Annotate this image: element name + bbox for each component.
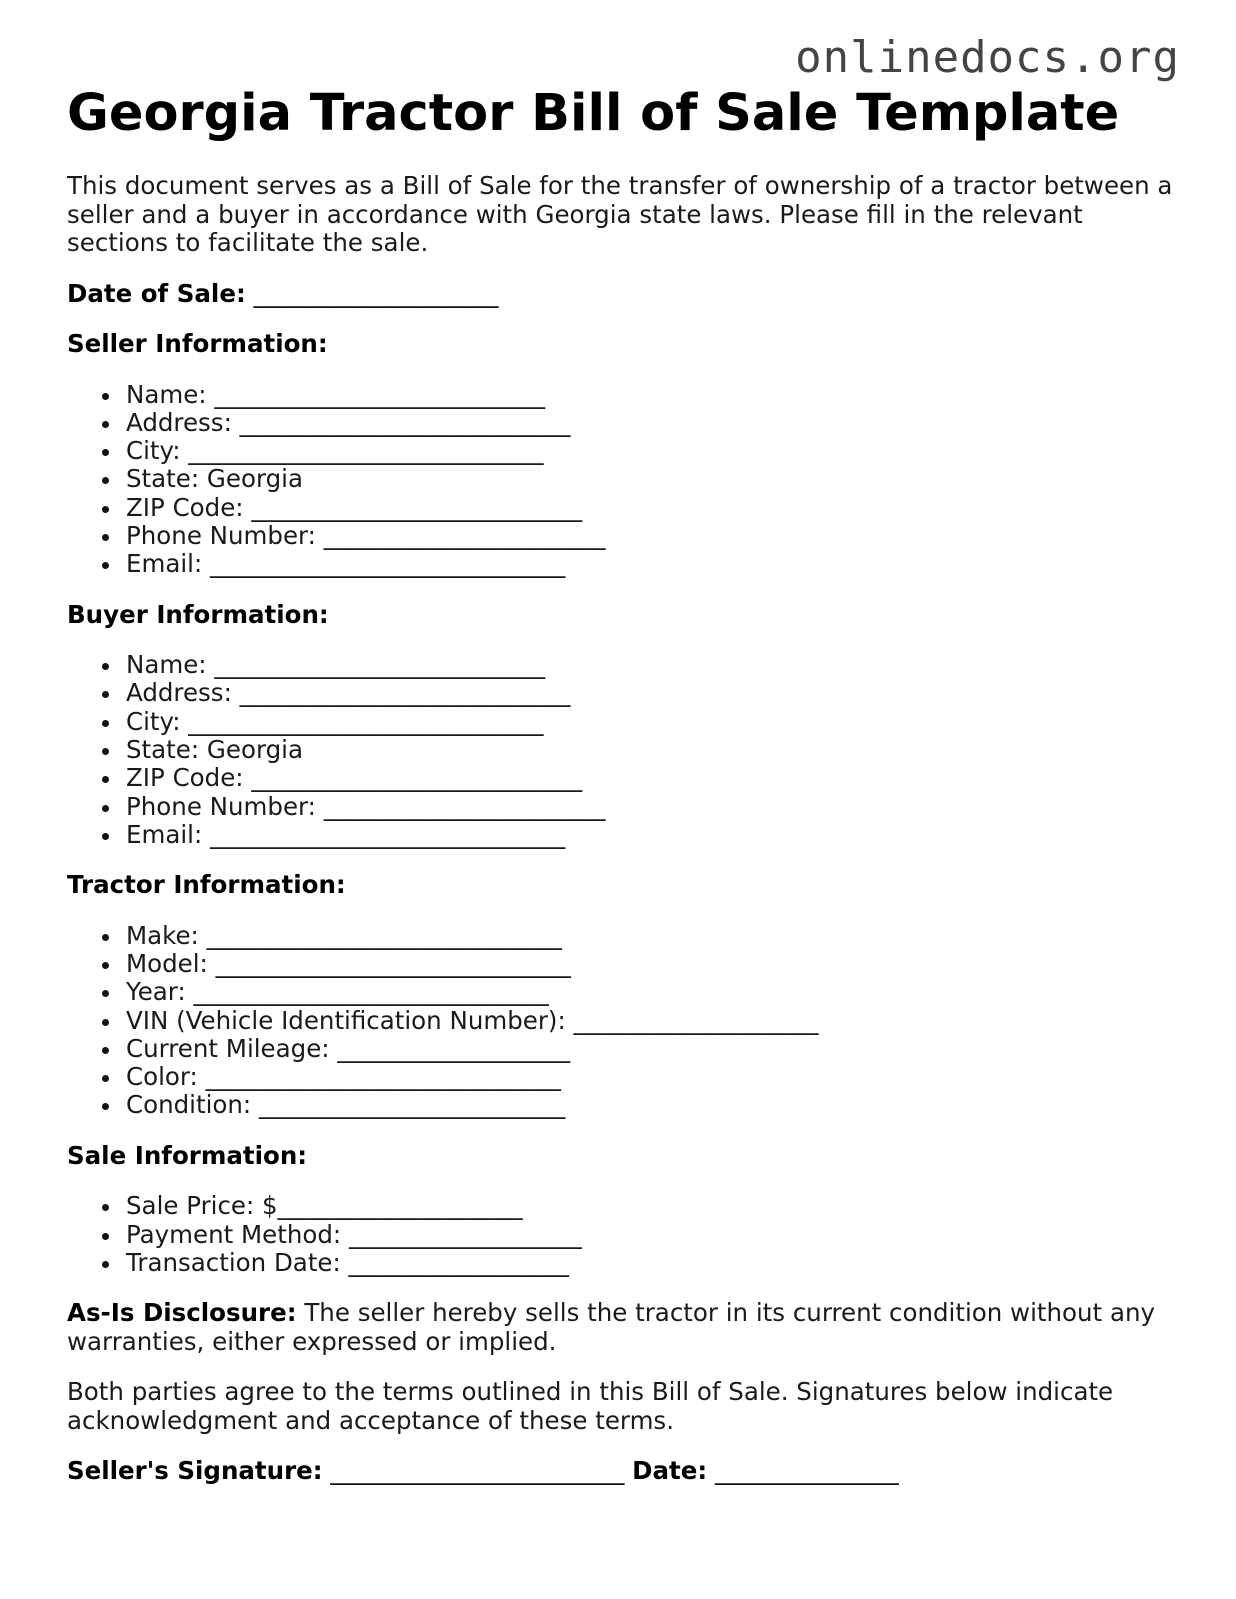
- buyer-name-field[interactable]: Name: ___________________________: [126, 651, 1177, 679]
- buyer-state-field: State: Georgia: [126, 736, 1177, 764]
- buyer-city-field[interactable]: City: _____________________________: [126, 708, 1177, 736]
- buyer-phone-field[interactable]: Phone Number: _______________________: [126, 793, 1177, 821]
- signature-date-blank[interactable]: _______________: [714, 1456, 899, 1486]
- tractor-mileage-field[interactable]: Current Mileage: ___________________: [126, 1035, 1177, 1063]
- seller-signature-blank[interactable]: ________________________: [330, 1456, 625, 1486]
- seller-state-field: State: Georgia: [126, 465, 1177, 493]
- sale-section-heading: Sale Information:: [67, 1140, 308, 1170]
- seller-signature-line: [67, 1457, 1177, 1486]
- sale-price-field[interactable]: Sale Price: $____________________: [126, 1192, 1177, 1220]
- agreement-paragraph: Both parties agree to the terms outlined in this Bill of Sale. Signatures below indicate acknowledgment and acceptance of these terms.: [67, 1377, 1114, 1435]
- tractor-color-field[interactable]: Color: _____________________________: [126, 1063, 1177, 1091]
- seller-name-field[interactable]: Name: ___________________________: [126, 381, 1177, 409]
- date-of-sale-label: Date of Sale:: [67, 278, 246, 308]
- seller-section-heading: Seller Information:: [67, 329, 328, 358]
- seller-zip-field[interactable]: ZIP Code: ___________________________: [126, 494, 1177, 522]
- seller-email-field[interactable]: Email: _____________________________: [126, 550, 1177, 578]
- seller-field-list: [67, 381, 1177, 579]
- tractor-condition-field[interactable]: Condition: _________________________: [126, 1091, 1177, 1119]
- tractor-make-field[interactable]: Make: _____________________________: [126, 922, 1177, 950]
- date-of-sale-line: [67, 280, 1177, 309]
- seller-address-field[interactable]: Address: ___________________________: [126, 409, 1177, 437]
- as-is-disclosure-label: As-Is Disclosure:: [67, 1298, 297, 1328]
- transaction-date-field[interactable]: Transaction Date: __________________: [126, 1249, 1177, 1277]
- buyer-section-heading: Buyer Information:: [67, 599, 329, 629]
- seller-city-field[interactable]: City: _____________________________: [126, 437, 1177, 465]
- as-is-disclosure-text: The seller hereby sells the tractor in its current condition without any warranties, either expressed or implied.: [67, 1298, 1155, 1356]
- seller-phone-field[interactable]: Phone Number: _______________________: [126, 522, 1177, 550]
- tractor-section-heading: Tractor Information:: [67, 870, 346, 900]
- sale-field-list: [67, 1192, 1177, 1277]
- buyer-email-field[interactable]: Email: _____________________________: [126, 821, 1177, 849]
- as-is-disclosure: [67, 1299, 1177, 1356]
- tractor-year-field[interactable]: Year: _____________________________: [126, 978, 1177, 1006]
- buyer-field-list: [67, 651, 1177, 849]
- page-title: Georgia Tractor Bill of Sale Template: [67, 84, 1120, 143]
- tractor-field-list: [67, 922, 1177, 1120]
- intro-paragraph: This document serves as a Bill of Sale for the transfer of ownership of a tractor between a seller and a buyer in accordance with Georgia state laws. Please fill in the relevant sections to facilitate the sale.: [67, 171, 1173, 257]
- tractor-vin-field[interactable]: VIN (Vehicle Identification Number): ____________________: [126, 1007, 1177, 1035]
- seller-signature-label: Seller's Signature:: [67, 1456, 323, 1486]
- tractor-model-field[interactable]: Model: _____________________________: [126, 950, 1177, 978]
- watermark: onlinedocs.org: [795, 32, 1180, 83]
- date-of-sale-blank[interactable]: ____________________: [253, 278, 499, 308]
- signature-date-label: Date:: [632, 1456, 708, 1486]
- payment-method-field[interactable]: Payment Method: ___________________: [126, 1221, 1177, 1249]
- document-page: [67, 82, 1177, 1486]
- buyer-address-field[interactable]: Address: ___________________________: [126, 679, 1177, 707]
- buyer-zip-field[interactable]: ZIP Code: ___________________________: [126, 764, 1177, 792]
